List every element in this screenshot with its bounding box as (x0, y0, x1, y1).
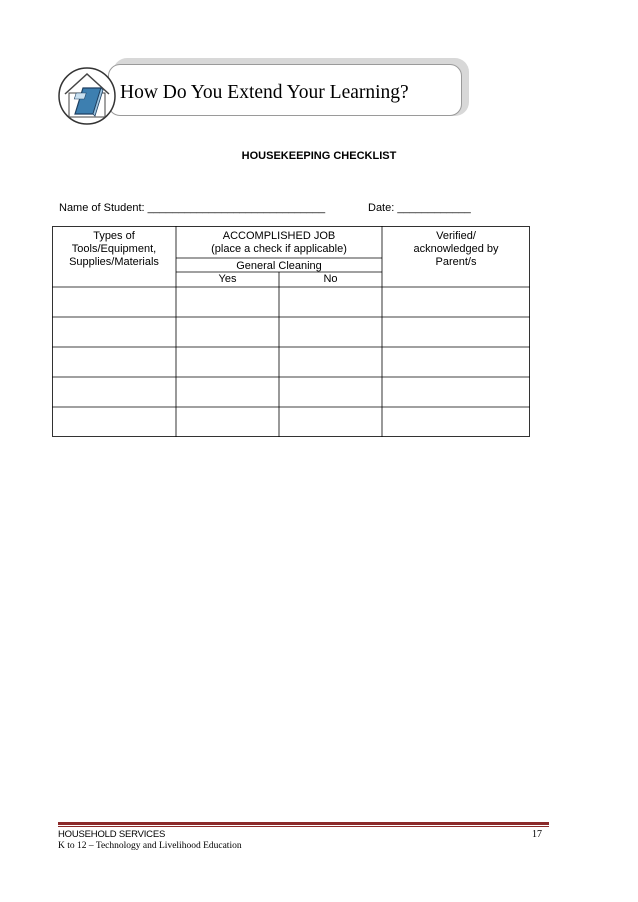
header-tools-line: Types of (93, 230, 135, 242)
date-label: Date: (368, 202, 395, 214)
footer-rule-thin (58, 826, 549, 827)
checklist-table (52, 226, 530, 437)
header-verified-line: acknowledged by (413, 243, 499, 255)
header-tools-line: Tools/Equipment, (71, 243, 157, 255)
header-accomplished (176, 230, 382, 256)
student-name-label: Name of Student: (59, 202, 145, 214)
header-general-cleaning: General Cleaning (236, 260, 322, 272)
header-verified-line: Parent/s (435, 256, 477, 268)
student-name-field (59, 202, 325, 214)
header-verified (382, 230, 530, 269)
student-name-blank: _____________________________ (147, 202, 326, 214)
date-field (368, 202, 471, 214)
header-accomplished-line: ACCOMPLISHED JOB (222, 230, 336, 242)
banner-title: How Do You Extend Your Learning? (120, 82, 409, 103)
header-no: No (323, 273, 338, 285)
date-blank: ____________ (397, 202, 471, 214)
checklist-title: HOUSEKEEPING CHECKLIST (241, 150, 397, 162)
header-yes: Yes (218, 273, 237, 285)
header-tools-line: Supplies/Materials (69, 256, 159, 268)
footer-course: K to 12 – Technology and Livelihood Education (58, 841, 242, 851)
footer-subject: HOUSEHOLD SERVICES (58, 829, 166, 840)
header-verified-line: Verified/ (436, 230, 476, 242)
page-number: 17 (532, 829, 542, 840)
house-book-icon (57, 66, 117, 126)
header-accomplished-line: (place a check if applicable) (211, 243, 347, 255)
footer-rule (58, 822, 549, 825)
header-tools (52, 230, 176, 269)
